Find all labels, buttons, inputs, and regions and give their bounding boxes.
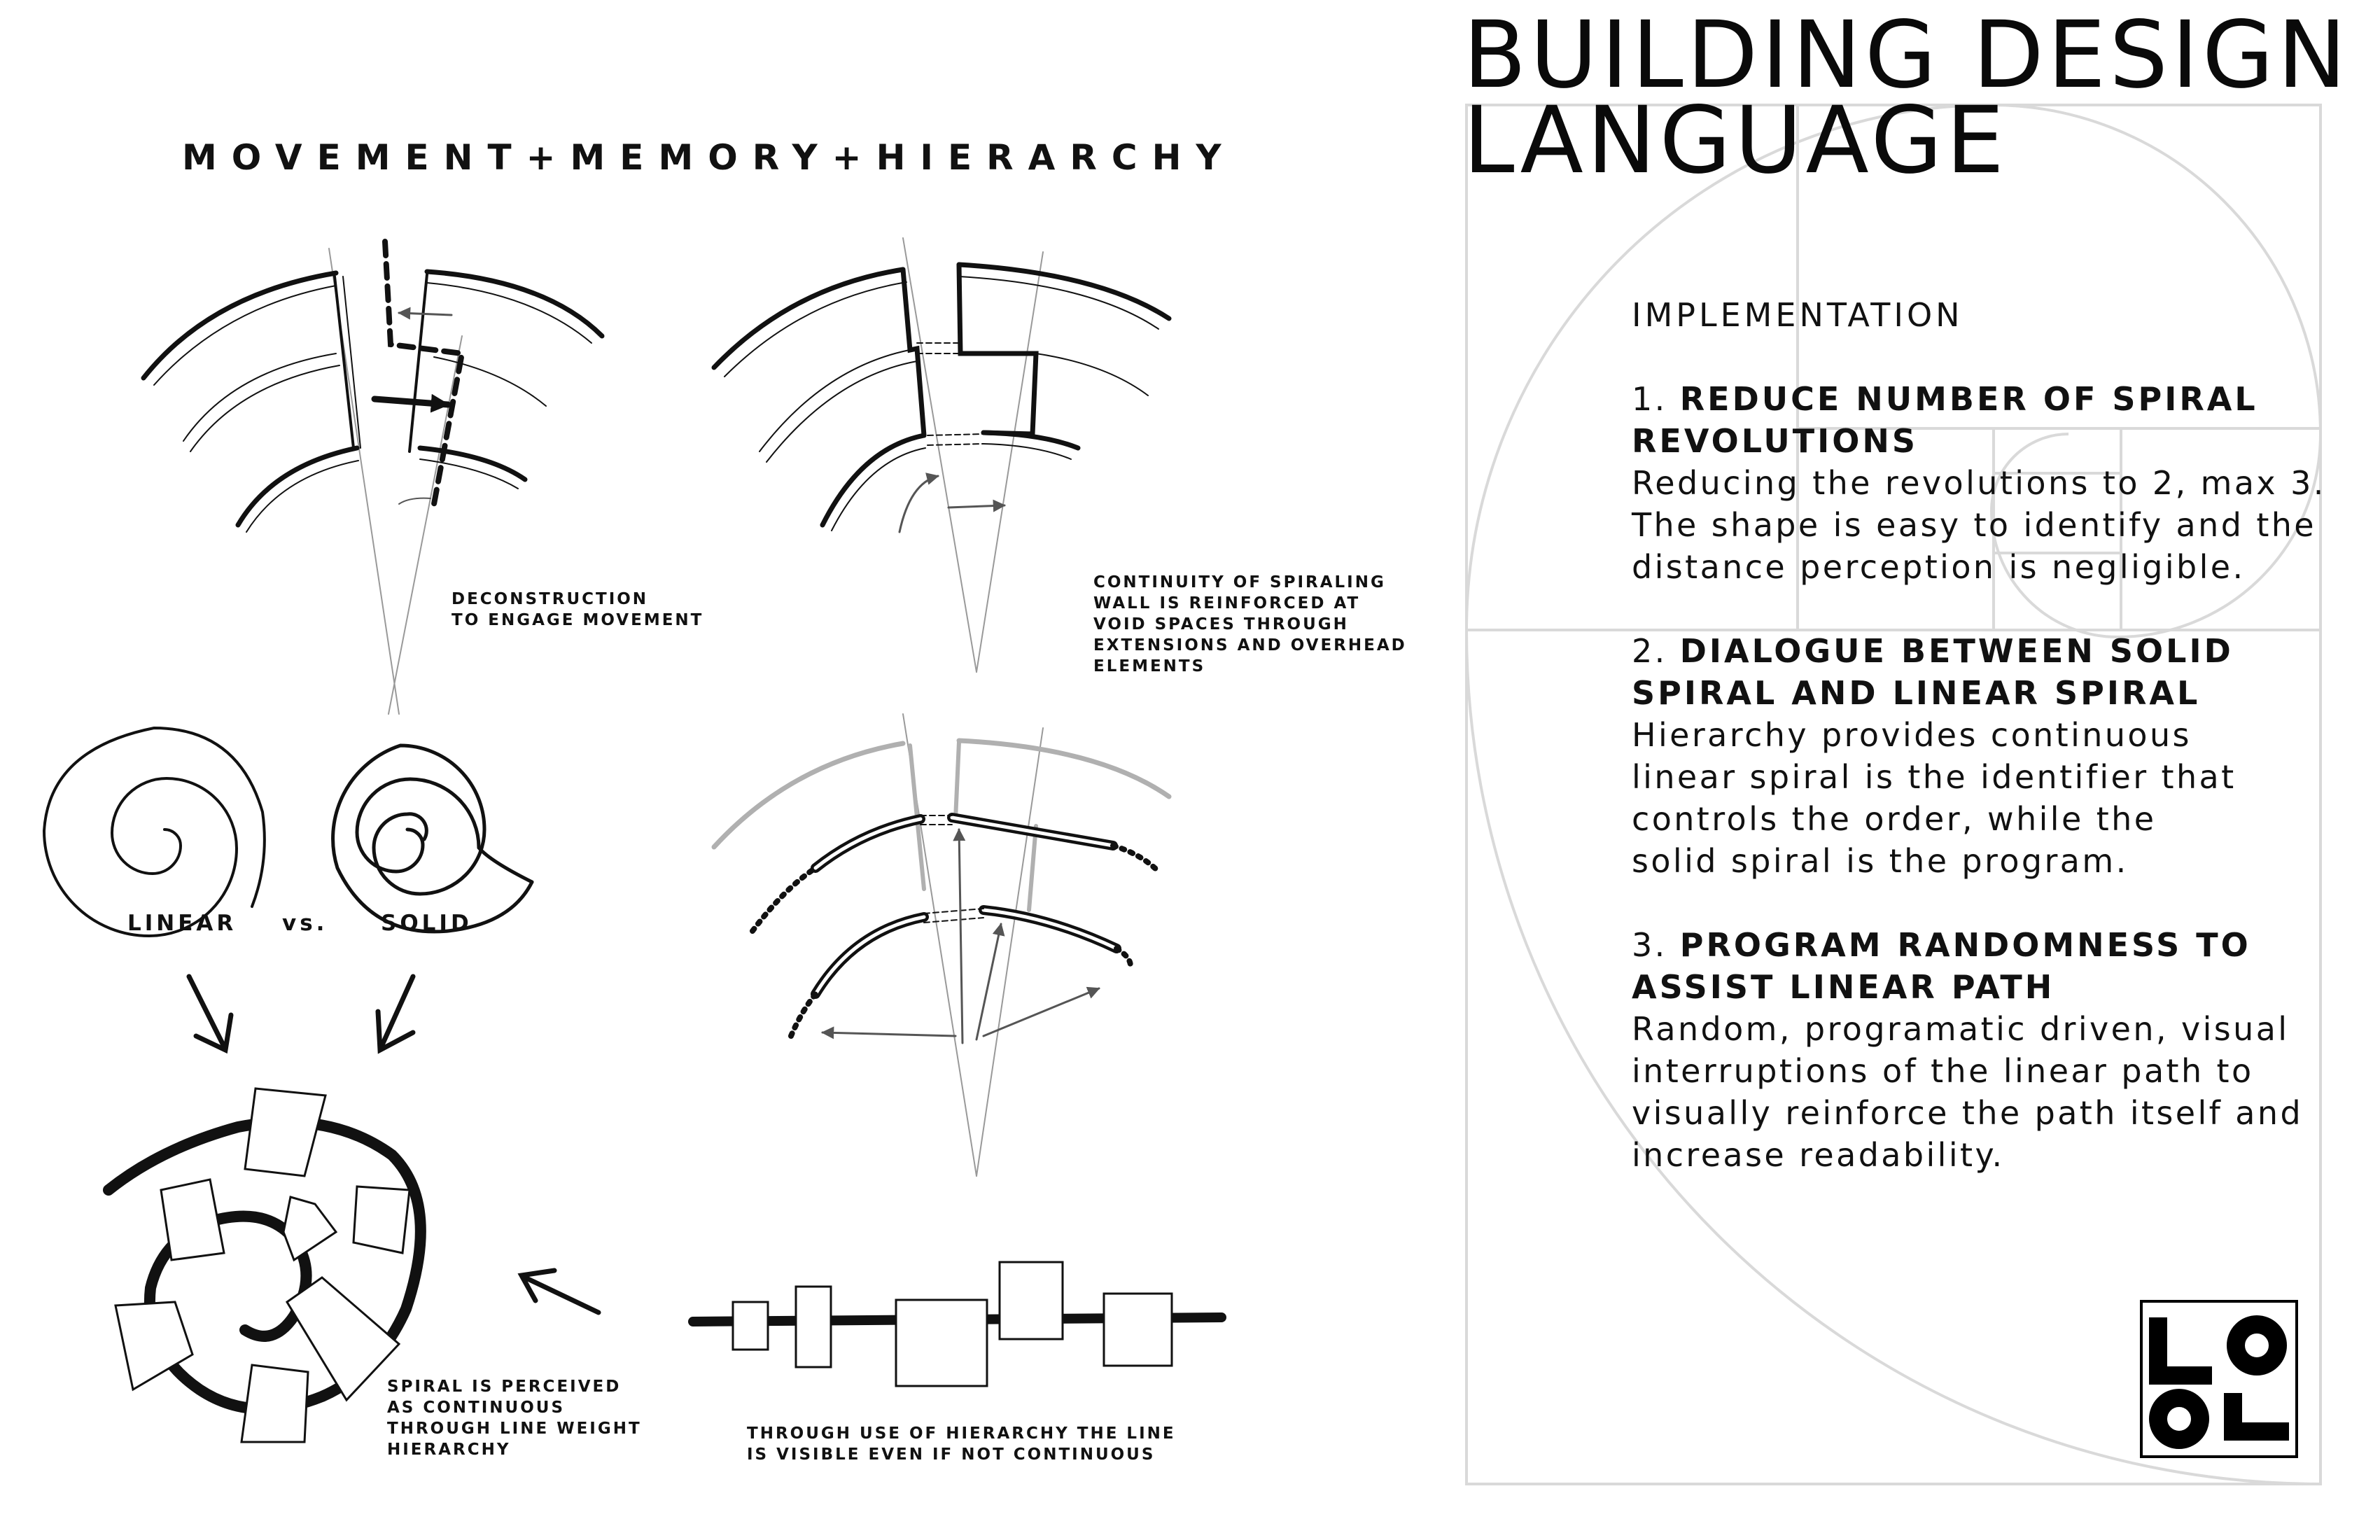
caption-deconstruction: DECONSTRUCTION TO ENGAGE MOVEMENT (451, 590, 704, 629)
implementation-item-2 (1632, 630, 2360, 882)
diagram-subtitle: MOVEMENT+MEMORY+HIERARCHY (182, 137, 1236, 178)
implementation-item-title (1632, 924, 2360, 1008)
item-body: Random, programatic driven, visual interruptions of the linear path to visually reinforce the path itself and increase readability. (1632, 1010, 2304, 1174)
item-title: PROGRAM RANDOMNESS TO ASSIST LINEAR PATH (1632, 926, 2251, 1006)
implementation-item-1 (1632, 378, 2360, 588)
lool-logo (2140, 1300, 2298, 1458)
item-title: DIALOGUE BETWEEN SOLID SPIRAL AND LINEAR SPIRAL (1632, 632, 2234, 712)
solid-spiral-sketch (333, 746, 532, 932)
label-linear: LINEAR (127, 911, 237, 936)
implementation-item-3 (1632, 924, 2360, 1176)
implementation-item-title (1632, 630, 2360, 714)
item-body: Reducing the revolutions to 2, max 3. The shape is easy to identify and the distance perception is negligible. (1632, 464, 2326, 586)
implementation-item-title (1632, 378, 2360, 462)
spiral-program-plan (108, 1088, 421, 1442)
implementation-heading: IMPLEMENTATION (1632, 296, 1963, 334)
sketch-deconstruction (144, 241, 602, 714)
item-title: REDUCE NUMBER OF SPIRAL REVOLUTIONS (1632, 380, 2258, 460)
item-number: 3. (1632, 926, 1667, 964)
label-vs: vs. (282, 911, 328, 936)
label-solid: SOLID (381, 911, 472, 936)
linear-path-boxes (693, 1262, 1222, 1386)
down-arrows (189, 976, 413, 1050)
item-number: 1. (1632, 380, 1667, 418)
caption-hierarchy-line: THROUGH USE OF HIERARCHY THE LINE IS VISIBLE EVEN IF NOT CONTINUOUS (747, 1424, 1176, 1464)
diagram-title (1463, 1, 2350, 195)
item-body: Hierarchy provides continuous linear spiral is the identifier that controls the order, while the solid spiral is the program. (1632, 716, 2236, 880)
title-line-2: LANGUAGE (1463, 87, 2008, 195)
caption-spiral-perceived: SPIRAL IS PERCEIVED AS CONTINUOUS THROUGH LINE WEIGHT HIERARCHY (387, 1378, 642, 1459)
title-line-1: BUILDING DESIGN (1463, 1, 2350, 109)
linear-spiral-sketch (44, 728, 265, 936)
caption-continuity: CONTINUITY OF SPIRALING WALL IS REINFORCED AT VOID SPACES THROUGH EXTENSIONS AND OVERHEAD ELEMENTS (1093, 573, 1407, 676)
implementation-panel (1632, 294, 2360, 1218)
sketch-continuity-extensions (714, 714, 1169, 1176)
left-up-arrow (522, 1270, 598, 1312)
item-number: 2. (1632, 632, 1667, 670)
